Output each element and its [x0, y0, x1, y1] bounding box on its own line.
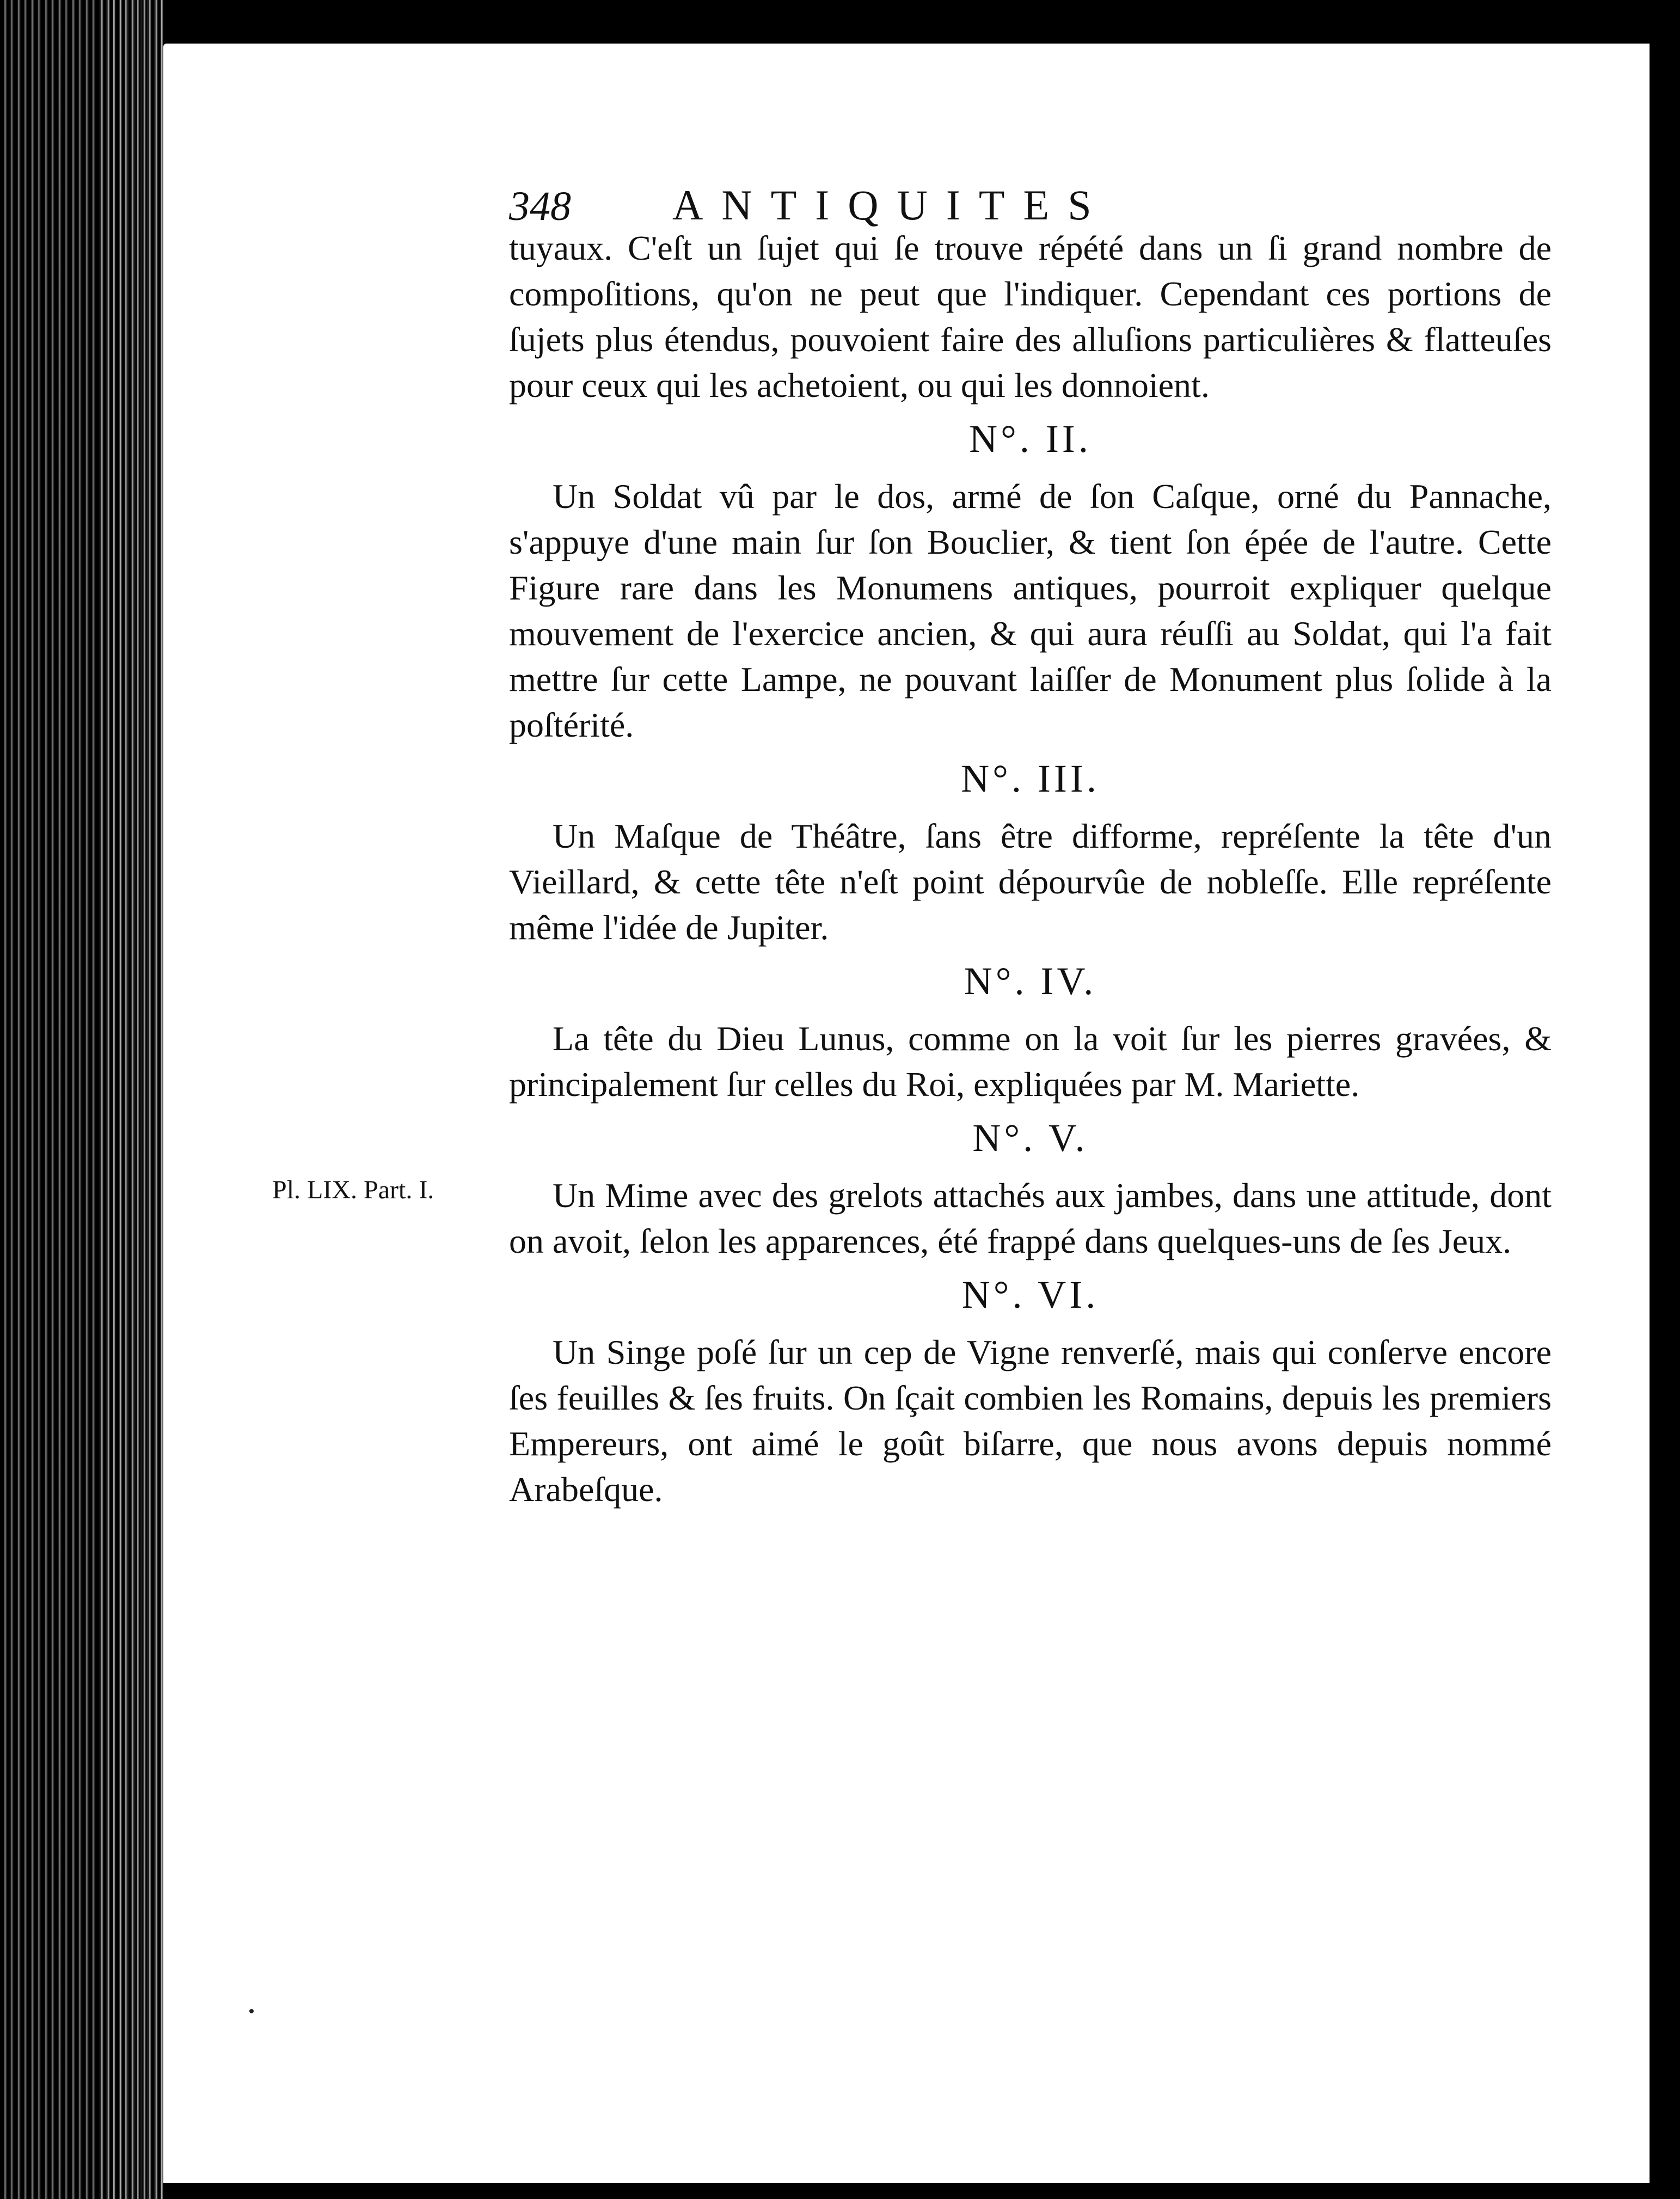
body-text — [509, 225, 1552, 1512]
paragraph-continued: tuyaux. C'eſt un ſujet qui ſe trouve répété dans un ſi grand nombre de compoſitions, qu'on ne peut que l'indiquer. Cependant ces portions de ſujets plus étendus, pouvoient faire des alluſions particulières & flatteuſes pour ceux qui les achetoient, ou qui les donnoient. — [509, 229, 1552, 405]
ink-speck — [249, 2009, 254, 2013]
page-edges — [98, 0, 163, 2199]
page-number: 348 — [509, 183, 571, 229]
paragraph-5: Un Mime avec des grelots attachés aux jambes, dans une attitude, dont on avoit, ſelon les apparences, été frappé dans quelques-uns de ſes Jeux. — [509, 1176, 1552, 1260]
section-title-2: N°. II. — [969, 417, 1092, 461]
section-title-6: N°. VI. — [961, 1273, 1099, 1316]
section-title-3: N°. III. — [961, 757, 1100, 800]
paragraph-2: Un Soldat vû par le dos, armé de ſon Caſque, orné du Pannache, s'appuye d'une main ſur ſon Bouclier, & tient ſon épée de l'autre. Cette Figure rare dans les Monumens antiques, pourroit expliquer quelque mouvement de l'exercice ancien, & qui aura réuſſi au Soldat, qui l'a fait mettre ſur cette Lampe, ne pouvant laiſſer de Monument plus ſolide à la poſtérité. — [509, 477, 1552, 744]
paragraph-6: Un Singe poſé ſur un cep de Vigne renverſé, mais qui conſerve encore ſes feuilles & ſes fruits. On ſçait combien les Romains, depuis les premiers Empereurs, ont aimé le goût biſarre, que nous avons depuis nommé Arabeſque. — [509, 1333, 1552, 1509]
paragraph-4: La tête du Dieu Lunus, comme on la voit ſur les pierres gravées, & principalement ſur celles du Roi, expliquées par M. Mariette. — [509, 1019, 1552, 1104]
margin-note: Pl. LIX. Part. I. — [272, 1175, 434, 1204]
running-head: ANTIQUITES — [672, 181, 1110, 229]
section-title-5: N°. V. — [972, 1116, 1088, 1160]
section-title-4: N°. IV. — [964, 959, 1097, 1003]
paragraph-3: Un Maſque de Théâtre, ſans être difforme, repréſente la tête d'un Vieillard, & cette tête n'eſt point dépourvûe de nobleſſe. Elle repréſente même l'idée de Jupiter. — [509, 817, 1552, 947]
